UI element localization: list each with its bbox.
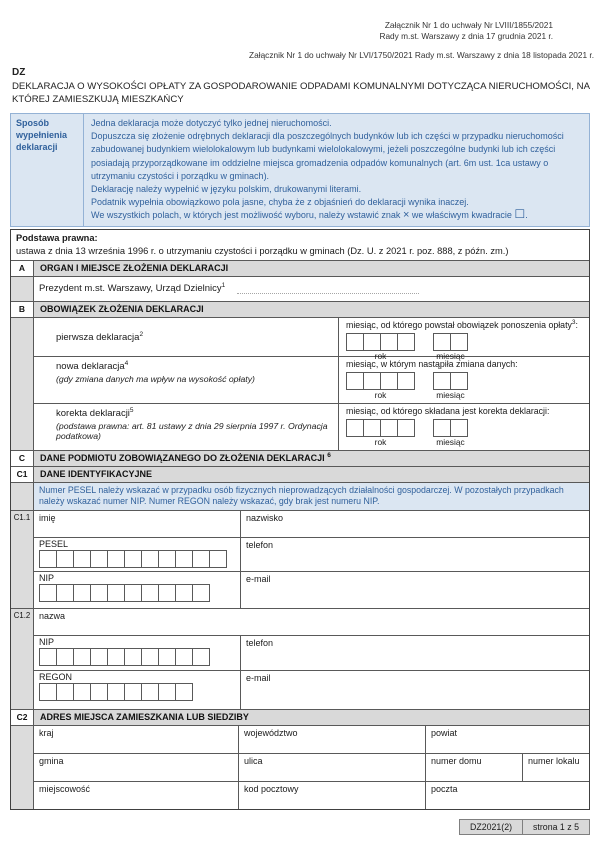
instruction-line: Jedna deklaracja może dotyczyć tylko jednej nieruchomości. <box>91 118 332 128</box>
instruction-line-choice <box>91 209 582 222</box>
instruction-line: Podatnik wypełnia obowiązkowo pola jasne, chyba że z objaśnień do deklaracji wynika inaczej. <box>91 197 469 208</box>
section-c2-header <box>11 709 589 725</box>
input-box[interactable] <box>124 683 142 701</box>
regon-label: REGON <box>39 671 73 682</box>
apartment-number-field[interactable]: numer lokalu <box>522 754 589 781</box>
year-input-boxes[interactable] <box>346 333 415 351</box>
instruction-line: Deklarację należy wypełnić w języku polskim, drukowanymi literami. <box>91 184 362 195</box>
first-declaration-date-label: miesiąc, od którego powstał obowiązek ponoszenia opłaty$^3$: <box>346 318 578 330</box>
input-box[interactable] <box>192 584 210 602</box>
instructions-label: Sposób wypełnienia deklaracji <box>11 114 84 226</box>
new-declaration-date-cell <box>338 357 589 403</box>
instructions-box <box>10 113 590 227</box>
correction-declaration-date-label: miesiąc, od którego składana jest korekta deklaracji: <box>346 405 550 416</box>
input-box[interactable] <box>107 683 125 701</box>
street-field[interactable]: ulica <box>238 754 425 781</box>
section-a-title: ORGAN I MIEJSCE ZŁOŻENIA DEKLARACJI <box>34 261 589 276</box>
input-box[interactable] <box>209 550 227 568</box>
correction-declaration-date-cell <box>338 404 589 450</box>
input-box[interactable] <box>175 550 193 568</box>
input-box[interactable] <box>56 584 74 602</box>
section-c2-body <box>11 725 589 809</box>
pesel-nip-note: Numer PESEL należy wskazać w przypadku osób fizycznych nieprowadzących działalności gospodarczej. W pozostałych przypadkach należy wskazać numer NIP. Numer REGON należy wskazać, gdy brak jest numeru NIP. <box>34 483 589 510</box>
new-declaration-option[interactable]: nowa deklaracja$^4$ (gdy zmiana danych ma wpływ na wysokość opłaty) <box>34 357 338 403</box>
section-b-header <box>11 301 589 317</box>
section-c-header <box>11 450 589 466</box>
section-c-letter: C <box>11 451 34 466</box>
correction-declaration-option[interactable]: korekta deklaracji$^5$ (podstawa prawna: art. 81 ustawy z dnia 29 sierpnia 1997 r. Ordynacja podatkowa) <box>34 404 338 450</box>
correction-declaration-row <box>34 403 589 450</box>
section-c11-id: C1.1 <box>11 511 34 608</box>
input-box[interactable] <box>73 550 91 568</box>
month-input-boxes[interactable] <box>433 333 468 351</box>
input-box[interactable] <box>73 648 91 666</box>
input-box[interactable] <box>124 584 142 602</box>
attachment-note-1 <box>0 20 553 42</box>
section-c2-letter: C2 <box>11 710 34 725</box>
phone-field[interactable]: telefon <box>240 538 589 571</box>
nip-field <box>34 572 240 608</box>
recipient-label: Prezydent m.st. Warszawy, Urząd Dzielnicy$^1$ <box>39 281 226 295</box>
year-label: rok <box>374 350 387 361</box>
input-box[interactable] <box>363 372 381 390</box>
input-box[interactable] <box>380 333 398 351</box>
input-box[interactable] <box>141 683 159 701</box>
input-box[interactable] <box>346 333 364 351</box>
form-table <box>10 229 590 810</box>
company-name-field[interactable]: nazwa <box>39 610 66 621</box>
section-a-body <box>11 276 589 301</box>
input-box[interactable] <box>39 550 57 568</box>
input-box[interactable] <box>73 683 91 701</box>
instruction-line: Dopuszcza się złożenie odrębnych deklaracji dla poszczególnych budynków lub ich części w przypadku nieruchomości zabudowanej budynkiem wielolokalowym lub budynkami wielolokalowymi, jeżeli poszczególne budynki lub ich części posiadają przyporządkowane im oddzielne miejsca gromadzenia odpadów komunalnych (art. 6m ust. 1ca ustawy o utrzymaniu czystości i porządku w gminach). <box>91 131 564 181</box>
input-box[interactable] <box>433 333 451 351</box>
year-input-boxes[interactable] <box>346 419 415 437</box>
input-box[interactable] <box>397 372 415 390</box>
page-footer <box>0 819 590 835</box>
input-box[interactable] <box>90 648 108 666</box>
regon-input-boxes[interactable] <box>39 683 235 701</box>
input-box[interactable] <box>363 419 381 437</box>
section-b-letter: B <box>11 302 34 317</box>
input-box[interactable] <box>107 648 125 666</box>
input-box[interactable] <box>175 584 193 602</box>
choice-text-end: . <box>525 210 528 221</box>
section-c1-letter: C1 <box>11 467 34 482</box>
input-box[interactable] <box>141 584 159 602</box>
input-box[interactable] <box>397 333 415 351</box>
country-field[interactable]: kraj <box>39 727 54 738</box>
voivodeship-field[interactable]: województwo <box>238 726 425 753</box>
section-a-letter: A <box>11 261 34 276</box>
input-box[interactable] <box>141 550 159 568</box>
form-symbol: DZ <box>12 67 26 78</box>
correction-declaration-note: (podstawa prawna: art. 81 ustawy z dnia 29 sierpnia 1997 r. Ordynacja podatkowa) <box>56 420 328 442</box>
nip-input-boxes[interactable] <box>39 648 235 666</box>
input-box[interactable] <box>158 648 176 666</box>
input-box[interactable] <box>433 372 451 390</box>
new-declaration-row <box>34 356 589 403</box>
month-input-boxes[interactable] <box>433 419 468 437</box>
year-label: rok <box>374 436 387 447</box>
month-label: miesiąc <box>436 436 465 447</box>
input-box[interactable] <box>192 648 210 666</box>
year-input-boxes[interactable] <box>346 372 415 390</box>
legal-basis-label: Podstawa prawna: <box>16 232 98 243</box>
input-box[interactable] <box>433 419 451 437</box>
month-label: miesiąc <box>436 350 465 361</box>
section-c1-strip <box>11 483 34 510</box>
input-box[interactable] <box>158 584 176 602</box>
input-box[interactable] <box>380 372 398 390</box>
form-title: DEKLARACJA O WYSOKOŚCI OPŁATY ZA GOSPODAROWANIE ODPADAMI KOMUNALNYMI DOTYCZĄCA NIERUCHOMOŚCI, NA KTÓREJ ZAMIESZKUJĄ MIESZKAŃCY <box>12 81 590 105</box>
town-field[interactable]: miejscowość <box>39 783 91 794</box>
month-label: miesiąc <box>436 389 465 400</box>
input-box[interactable] <box>158 550 176 568</box>
section-c1-title: DANE IDENTYFIKACYJNE <box>34 467 589 482</box>
input-box[interactable] <box>107 550 125 568</box>
input-box[interactable] <box>175 648 193 666</box>
legal-basis-text: ustawa z dnia 13 września 1996 r. o utrzymaniu czystości i porządku w gminach (Dz. U. z 2021 r. poz. 888, z późn. zm.) <box>16 245 509 256</box>
section-b-title: OBOWIĄZEK ZŁOŻENIA DEKLARACJI <box>34 302 589 317</box>
input-box[interactable] <box>90 683 108 701</box>
nip-label: NIP <box>39 636 55 647</box>
checkbox-glyph: ☐ <box>514 207 526 222</box>
month-input-boxes[interactable] <box>433 372 468 390</box>
input-box[interactable] <box>346 419 364 437</box>
section-a-strip <box>11 277 34 301</box>
first-declaration-row <box>34 318 589 361</box>
section-c2-strip <box>11 726 34 809</box>
attachment-note-1-line1: Załącznik Nr 1 do uchwały Nr LVIII/1855/2021 <box>384 20 553 30</box>
section-c1-note-row <box>11 482 589 510</box>
year-label: rok <box>374 389 387 400</box>
input-box[interactable] <box>141 648 159 666</box>
first-name-field[interactable]: imię <box>39 512 56 523</box>
nip-input-boxes[interactable] <box>39 584 235 602</box>
input-box[interactable] <box>56 550 74 568</box>
input-box[interactable] <box>450 333 468 351</box>
input-box[interactable] <box>56 683 74 701</box>
input-box[interactable] <box>124 648 142 666</box>
phone-field-2[interactable]: telefon <box>240 636 589 670</box>
form-code-badge: DZ2021(2) <box>459 819 523 835</box>
input-box[interactable] <box>39 683 57 701</box>
last-name-field[interactable]: nazwisko <box>240 511 589 537</box>
input-box[interactable] <box>450 372 468 390</box>
attachment-note-2: Załącznik Nr 1 do uchwały Nr LVI/1750/2021 Rady m.st. Warszawy z dnia 18 listopada 2021 r. <box>249 50 594 60</box>
email-field-2[interactable]: e-mail <box>240 671 589 709</box>
input-box[interactable] <box>56 648 74 666</box>
legal-basis-row <box>11 230 589 260</box>
section-b-body <box>11 317 589 450</box>
nip-field-2 <box>34 636 240 670</box>
new-declaration-note: (gdy zmiana danych ma wpływ na wysokość opłaty) <box>56 373 255 384</box>
x-mark-glyph: × <box>402 209 410 222</box>
pesel-label: PESEL <box>39 538 69 549</box>
section-c2-title: ADRES MIEJSCA ZAMIESZKANIA LUB SIEDZIBY <box>34 710 589 725</box>
input-box[interactable] <box>346 372 364 390</box>
input-box[interactable] <box>380 419 398 437</box>
email-field[interactable]: e-mail <box>240 572 589 608</box>
section-b-strip <box>11 318 34 450</box>
regon-field <box>34 671 240 709</box>
section-c11 <box>11 510 589 608</box>
postal-code-field[interactable]: kod pocztowy <box>238 782 425 809</box>
choice-text-before: We wszystkich polach, w których jest możliwość wyboru, należy wstawić znak <box>91 210 401 221</box>
input-box[interactable] <box>175 683 193 701</box>
first-declaration-option[interactable]: pierwsza deklaracja$^2$ <box>56 330 144 343</box>
section-c-title: DANE PODMIOTU ZOBOWIĄZANEGO DO ZŁOŻENIA DEKLARACJI $^6$ <box>34 451 589 466</box>
nip-label: NIP <box>39 572 55 583</box>
county-field[interactable]: powiat <box>425 726 589 753</box>
input-box[interactable] <box>39 584 57 602</box>
input-box[interactable] <box>90 550 108 568</box>
input-box[interactable] <box>450 419 468 437</box>
input-box[interactable] <box>124 550 142 568</box>
instructions-text <box>84 114 589 226</box>
section-c12-id: C1.2 <box>11 609 34 709</box>
input-box[interactable] <box>90 584 108 602</box>
commune-field[interactable]: gmina <box>39 755 64 766</box>
house-number-field[interactable]: numer domu <box>425 754 522 781</box>
input-box[interactable] <box>158 683 176 701</box>
section-c1-header <box>11 466 589 482</box>
input-box[interactable] <box>397 419 415 437</box>
post-office-field[interactable]: poczta <box>425 782 589 809</box>
section-c12 <box>11 608 589 709</box>
pesel-field <box>34 538 240 571</box>
section-a-header <box>11 260 589 276</box>
page-number-badge: strona 1 z 5 <box>522 819 590 835</box>
choice-text-middle: we właściwym kwadracie <box>411 210 512 221</box>
first-declaration-date-cell <box>338 318 589 361</box>
input-box[interactable] <box>192 550 210 568</box>
input-box[interactable] <box>39 648 57 666</box>
input-box[interactable] <box>363 333 381 351</box>
pesel-input-boxes[interactable] <box>39 550 235 568</box>
input-box[interactable] <box>107 584 125 602</box>
new-declaration-date-label: miesiąc, w którym nastąpiła zmiana danych: <box>346 358 518 369</box>
district-fill-line[interactable] <box>237 283 419 294</box>
input-box[interactable] <box>73 584 91 602</box>
attachment-note-1-line2: Rady m.st. Warszawy z dnia 17 grudnia 2021 r. <box>379 31 553 41</box>
